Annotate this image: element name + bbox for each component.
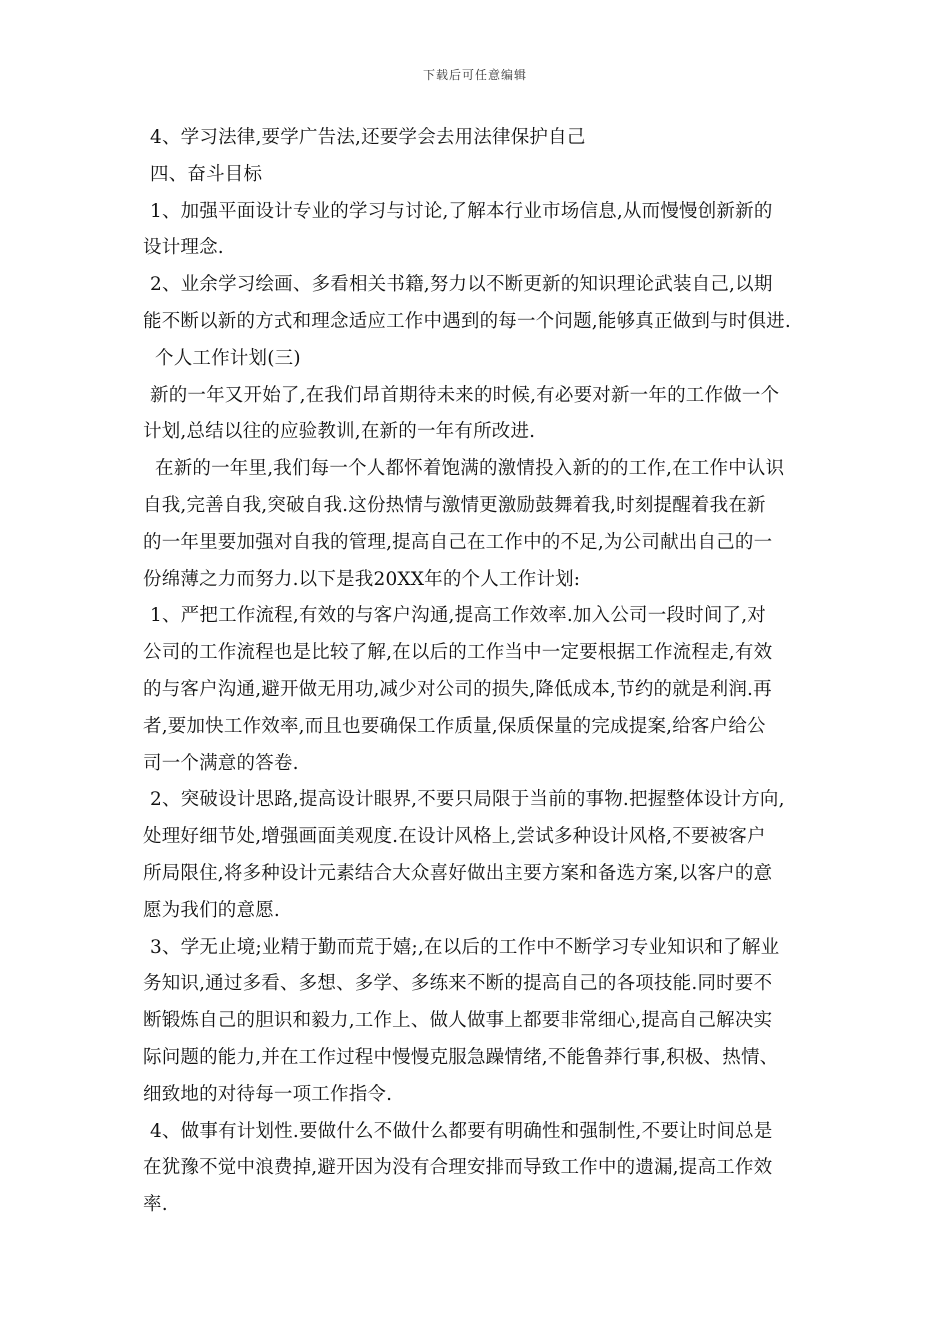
text-line: 细致地的对待每一项工作指令. [143,1083,393,1105]
text-line: 个人工作计划(三) [155,347,301,369]
text-line: 1、加强平面设计专业的学习与讨论,了解本行业市场信息,从而慢慢创新新的 [150,200,773,222]
text-line: 在犹豫不觉中浪费掉,避开因为没有合理安排而导致工作中的遗漏,提高工作效 [143,1157,773,1179]
text-line: 在新的一年里,我们每一个人都怀着饱满的激情投入新的的工作,在工作中认识 [155,458,785,480]
text-line: 处理好细节处,增强画面美观度.在设计风格上,尝试多种设计风格,不要被客户 [143,826,766,848]
text-line: 的一年里要加强对自我的管理,提高自己在工作中的不足,为公司献出自己的一 [143,531,773,553]
text-line: 率. [143,1194,168,1216]
text-line: 4、做事有计划性.要做什么不做什么都要有明确性和强制性,不要让时间总是 [150,1120,773,1142]
text-line: 者,要加快工作效率,而且也要确保工作质量,保质保量的完成提案,给客户给公 [143,715,766,737]
text-line: 能不断以新的方式和理念适应工作中遇到的每一个问题,能够真正做到与时俱进. [143,310,791,332]
text-line: 务知识,通过多看、多想、多学、多练来不断的提高自己的各项技能.同时要不 [143,973,773,995]
text-line: 四、奋斗目标 [150,163,263,185]
text-line: 设计理念. [143,237,224,259]
text-line: 公司的工作流程也是比较了解,在以后的工作当中一定要根据工作流程走,有效 [143,642,773,664]
text-line: 4、学习法律,要学广告法,还要学会去用法律保护自己 [150,127,586,148]
text-line: 断锻炼自己的胆识和毅力,工作上、做人做事上都要非常细心,提高自己解决实 [143,1010,773,1032]
text-line: 2、突破设计思路,提高设计眼界,不要只局限于当前的事物.把握整体设计方向, [150,789,785,811]
page-header: 下载后可任意编辑 [422,68,527,82]
text-line: 计划,总结以往的应验教训,在新的一年有所改进. [143,421,536,443]
text-line: 1、严把工作流程,有效的与客户沟通,提高工作效率.加入公司一段时间了,对 [150,605,766,627]
text-line: 3、学无止境;业精于勤而荒于嬉;,在以后的工作中不断学习专业知识和了解业 [150,936,780,958]
text-line: 司一个满意的答卷. [143,752,299,774]
text-line: 际问题的能力,并在工作过程中慢慢克服急躁情绪,不能鲁莽行事,积极、热情、 [143,1046,779,1068]
text-line: 2、业余学习绘画、多看相关书籍,努力以不断更新的知识理论武装自己,以期 [150,274,773,296]
text-line: 份绵薄之力而努力.以下是我20XX年的个人工作计划: [143,568,581,590]
text-line: 自我,完善自我,突破自我.这份热情与激情更激励鼓舞着我,时刻提醒着我在新 [143,494,766,516]
document-body [143,120,823,1224]
text-line: 的与客户沟通,避开做无用功,减少对公司的损失,降低成本,节约的就是利润.再 [143,678,772,700]
text-line: 愿为我们的意愿. [143,899,280,921]
text-line: 新的一年又开始了,在我们昂首期待未来的时候,有必要对新一年的工作做一个 [150,384,780,406]
text-line: 所局限住,将多种设计元素结合大众喜好做出主要方案和备选方案,以客户的意 [143,862,773,884]
